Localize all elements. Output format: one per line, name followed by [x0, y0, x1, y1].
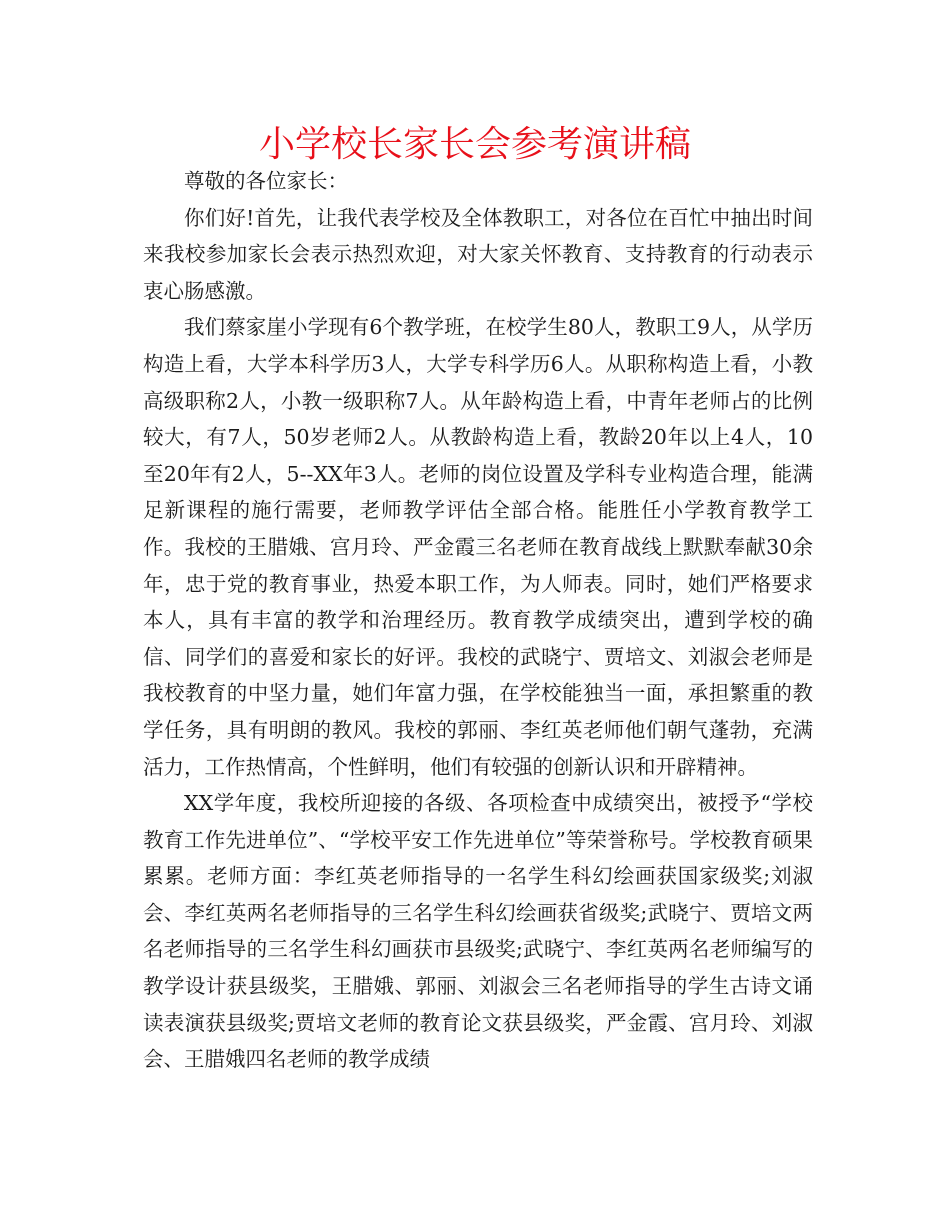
document-body [143, 163, 813, 1078]
paragraph-achievements: XX学年度，我校所迎接的各级、各项检查中成绩突出，被授予“学校教育工作先进单位”、“学校平安工作先进单位”等荣誉称号。学校教育硕果累累。老师方面：李红英老师指导的一名学生科幻绘画获国家级奖;刘淑会、李红英两名老师指导的三名学生科幻绘画获省级奖;武晓宁、贾培文两名老师指导的三名学生科幻画获市县级奖;武晓宁、李红英两名老师编写的教学设计获县级奖，王腊娥、郭丽、刘淑会三名老师指导的学生古诗文诵读表演获县级奖;贾培文老师的教育论文获县级奖，严金霞、宫月玲、刘淑会、王腊娥四名老师的教学成绩 [143, 791, 813, 1072]
paragraph-welcome: 你们好!首先，让我代表学校及全体教职工，对各位在百忙中抽出时间来我校参加家长会表示热烈欢迎，对大家关怀教育、支持教育的行动表示衷心肠感激。 [143, 205, 813, 303]
salutation: 尊敬的各位家长： [184, 169, 348, 193]
paragraph-school-staff: 我们蔡家崖小学现有6个教学班，在校学生80人，教职工9人，从学历构造上看，大学本科学历3人，大学专科学历6人。从职称构造上看，小教高级职称2人，小教一级职称7人。从年龄构造上看，中青年老师占的比例较大，有7人，50岁老师2人。从教龄构造上看，教龄20年以上4人，10至20年有2人，5--XX年3人。老师的岗位设置及学科专业构造合理，能满足新课程的施行需要，老师教学评估全部合格。能胜任小学教育教学工作。我校的王腊娥、宫月玲、严金霞三名老师在教育战线上默默奉献30余年，忠于党的教育事业，热爱本职工作，为人师表。同时，她们严格要求本人，具有丰富的教学和治理经历。教育教学成绩突出，遭到学校的确信、同学们的喜爱和家长的好评。我校的武晓宁、贾培文、刘淑会老师是我校教育的中坚力量，她们年富力强，在学校能独当一面，承担繁重的教学任务，具有明朗的教风。我校的郭丽、李红英老师他们朝气蓬勃，充满活力，工作热情高，个性鲜明，他们有较强的创新认识和开辟精神。 [143, 315, 813, 779]
document-title: 小学校长家长会参考演讲稿 [258, 124, 691, 165]
